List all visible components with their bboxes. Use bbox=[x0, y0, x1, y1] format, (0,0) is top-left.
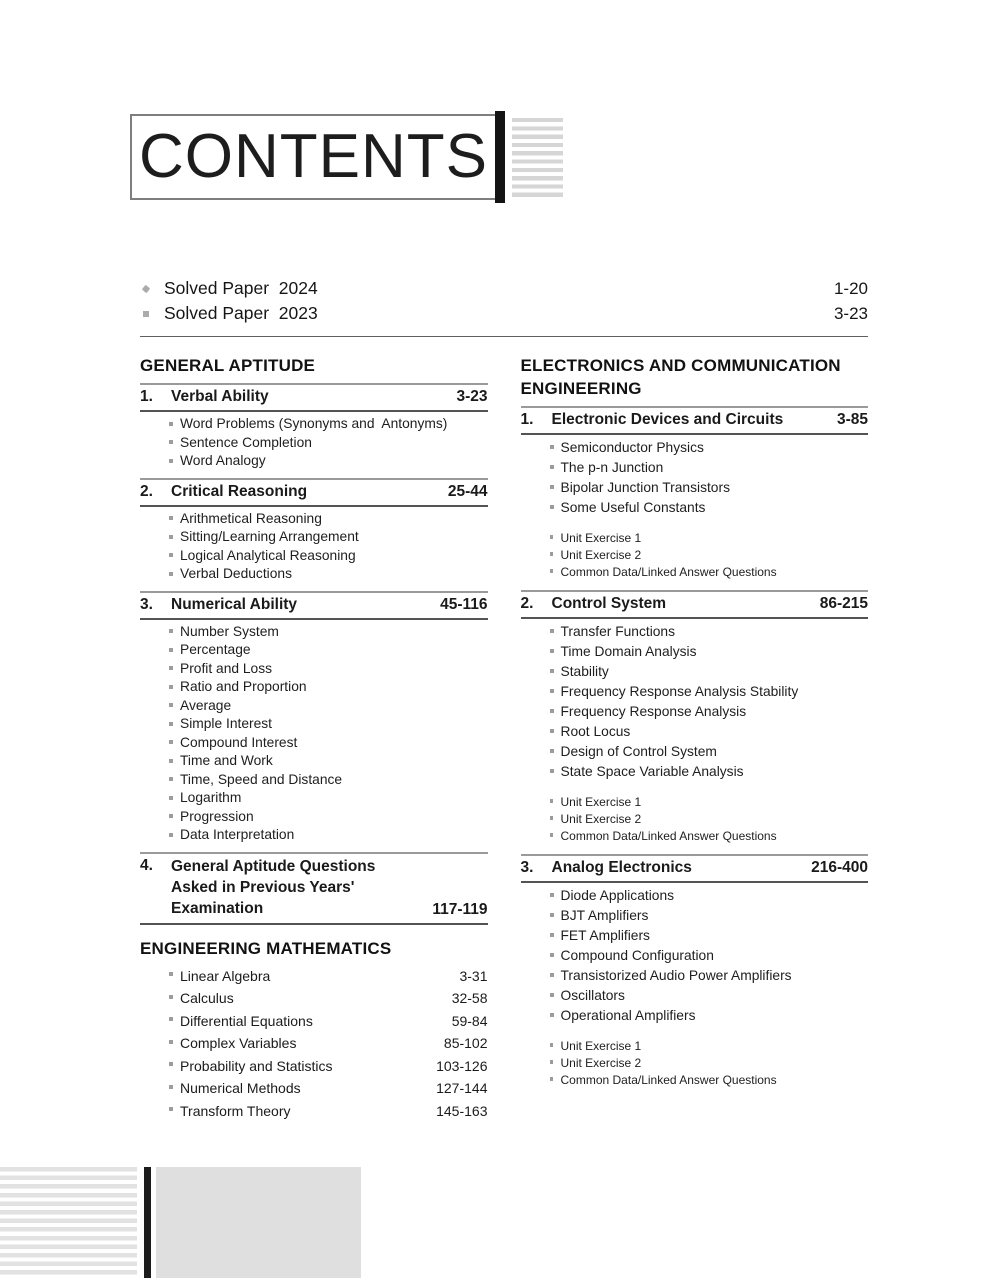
chapter-pages: 45-116 bbox=[440, 595, 488, 613]
topic-item: Average bbox=[180, 697, 488, 716]
topic-item: Sitting/Learning Arrangement bbox=[180, 528, 488, 547]
topic-item: Oscillators bbox=[561, 986, 869, 1006]
topic-item: Frequency Response Analysis Stability bbox=[561, 682, 869, 702]
topic-item: Design of Control System bbox=[561, 742, 869, 762]
topic-item: Word Problems (Synonyms and Antonyms) bbox=[180, 415, 488, 434]
chapter-title: Analog Electronics bbox=[551, 859, 692, 876]
exercise-item: Common Data/Linked Answer Questions bbox=[561, 564, 869, 581]
exercise-list bbox=[521, 527, 869, 590]
topic-item: BJT Amplifiers bbox=[561, 906, 869, 926]
topic-item: Semiconductor Physics bbox=[561, 438, 869, 458]
math-item-pages: 85-102 bbox=[443, 1035, 488, 1051]
math-item-pages: 103-126 bbox=[436, 1057, 488, 1074]
exercise-item: Unit Exercise 2 bbox=[561, 547, 869, 564]
title-stripes-decoration bbox=[512, 118, 563, 199]
topic-item: Transistorized Audio Power Amplifiers bbox=[561, 966, 869, 986]
exercise-item: Unit Exercise 1 bbox=[561, 794, 869, 811]
exercise-item: Unit Exercise 1 bbox=[561, 1038, 869, 1055]
chapter-title: Numerical Ability bbox=[171, 595, 298, 613]
math-item-row bbox=[140, 1077, 488, 1100]
chapter-number: 1. bbox=[140, 388, 153, 405]
bottom-rect-decoration bbox=[156, 1167, 361, 1278]
chapter-number: 2. bbox=[140, 482, 153, 500]
topic-list bbox=[140, 412, 488, 478]
math-item-row bbox=[140, 987, 488, 1010]
exercise-item: Common Data/Linked Answer Questions bbox=[561, 1072, 869, 1089]
topic-list bbox=[140, 507, 488, 591]
topic-list bbox=[521, 435, 869, 525]
chapter-number: 3. bbox=[140, 595, 153, 613]
math-item-pages: 127-144 bbox=[436, 1080, 488, 1096]
solved-paper-pages: 1-20 bbox=[833, 278, 868, 298]
math-item-pages: 3-31 bbox=[459, 967, 488, 984]
topic-item: Number System bbox=[180, 623, 488, 642]
title-accent-bar bbox=[495, 111, 505, 203]
topic-list bbox=[140, 620, 488, 852]
topic-item: Percentage bbox=[180, 641, 488, 660]
chapter-row bbox=[140, 383, 488, 412]
exercise-list bbox=[521, 791, 869, 854]
topic-item: Simple Interest bbox=[180, 715, 488, 734]
topic-item: Root Locus bbox=[561, 722, 869, 742]
topic-item: Arithmetical Reasoning bbox=[180, 510, 488, 529]
topic-item: Ratio and Proportion bbox=[180, 678, 488, 697]
exercise-item: Unit Exercise 2 bbox=[561, 1055, 869, 1072]
topic-item: Time, Speed and Distance bbox=[180, 771, 488, 790]
chapter-title: Control System bbox=[551, 595, 667, 612]
chapter-row bbox=[140, 478, 488, 507]
topic-item: Some Useful Constants bbox=[561, 498, 869, 518]
topic-item: Logical Analytical Reasoning bbox=[180, 547, 488, 566]
topic-item: Profit and Loss bbox=[180, 660, 488, 679]
section-heading: ELECTRONICS AND COMMUNICATION ENGINEERING bbox=[520, 356, 841, 398]
left-column bbox=[140, 354, 488, 1122]
solved-paper-row bbox=[140, 276, 868, 301]
chapter-pages: 25-44 bbox=[447, 482, 488, 500]
chapter-pages: 3-23 bbox=[456, 388, 488, 405]
solved-papers-list bbox=[140, 276, 868, 326]
topic-list bbox=[521, 619, 869, 789]
solved-paper-label: Solved Paper 2023 bbox=[164, 303, 318, 323]
toc-content bbox=[140, 276, 868, 1122]
bottom-bar-decoration bbox=[144, 1167, 151, 1278]
chapter-title: Verbal Ability bbox=[171, 388, 269, 405]
chapter-number: 4. bbox=[140, 856, 153, 874]
math-item-title: Complex Variables bbox=[180, 1035, 297, 1051]
exercise-item: Unit Exercise 1 bbox=[561, 530, 869, 547]
exercise-item: Common Data/Linked Answer Questions bbox=[561, 828, 869, 845]
chapter-pages: 216-400 bbox=[811, 859, 868, 876]
chapter-row bbox=[521, 854, 869, 883]
topic-list bbox=[521, 883, 869, 1033]
topic-item: Operational Amplifiers bbox=[561, 1006, 869, 1026]
chapter-number: 2. bbox=[520, 595, 534, 612]
page-title: CONTENTS bbox=[139, 122, 488, 191]
chapter-title: General Aptitude Questions Asked in Previous Years' Examination bbox=[171, 857, 376, 917]
math-item-row bbox=[140, 1100, 488, 1123]
section-divider bbox=[140, 336, 868, 337]
topic-item: Compound Configuration bbox=[561, 946, 869, 966]
topic-item: Compound Interest bbox=[180, 734, 488, 753]
bottom-stripes-decoration bbox=[0, 1167, 137, 1278]
math-item-row bbox=[140, 1055, 488, 1078]
topic-item: The p-n Junction bbox=[561, 458, 869, 478]
chapter-row bbox=[521, 406, 869, 435]
topic-item: Time Domain Analysis bbox=[561, 642, 869, 662]
bullet-icon bbox=[143, 311, 149, 317]
math-item-pages: 59-84 bbox=[451, 1012, 488, 1029]
topic-item: Bipolar Junction Transistors bbox=[561, 478, 869, 498]
exercise-list bbox=[521, 1035, 869, 1098]
math-item-pages: 145-163 bbox=[436, 1102, 488, 1119]
chapter-pages: 117-119 bbox=[432, 900, 488, 918]
math-item-row bbox=[140, 1032, 488, 1055]
topic-item: Stability bbox=[561, 662, 869, 682]
topic-item: Diode Applications bbox=[561, 886, 869, 906]
section-heading: ENGINEERING MATHEMATICS bbox=[140, 938, 392, 958]
math-item-pages: 32-58 bbox=[451, 990, 488, 1006]
solved-paper-row bbox=[140, 301, 868, 326]
right-column bbox=[521, 354, 869, 1098]
math-item-title: Numerical Methods bbox=[180, 1080, 301, 1096]
math-item-row bbox=[140, 965, 488, 988]
exercise-item: Unit Exercise 2 bbox=[561, 811, 869, 828]
topic-item: Time and Work bbox=[180, 752, 488, 771]
math-item-title: Transform Theory bbox=[180, 1102, 291, 1119]
topic-item: Logarithm bbox=[180, 789, 488, 808]
toc-columns bbox=[140, 354, 868, 1122]
bullet-icon bbox=[142, 284, 150, 292]
chapter-title: Electronic Devices and Circuits bbox=[551, 411, 784, 428]
topic-item: Word Analogy bbox=[180, 452, 488, 471]
solved-paper-label: Solved Paper 2024 bbox=[164, 278, 318, 298]
solved-paper-pages: 3-23 bbox=[833, 303, 868, 323]
topic-item: Sentence Completion bbox=[180, 434, 488, 453]
chapter-pages: 86-215 bbox=[819, 595, 868, 612]
section-heading: GENERAL APTITUDE bbox=[140, 356, 316, 375]
chapter-number: 1. bbox=[520, 411, 534, 428]
math-item-title: Calculus bbox=[180, 990, 234, 1006]
chapter-row bbox=[521, 590, 869, 619]
math-item-row bbox=[140, 1010, 488, 1033]
topic-item: Data Interpretation bbox=[180, 826, 488, 845]
chapter-number: 3. bbox=[520, 859, 534, 876]
chapter-title: Critical Reasoning bbox=[171, 482, 308, 500]
topic-item: Progression bbox=[180, 808, 488, 827]
math-item-title: Linear Algebra bbox=[180, 967, 271, 984]
math-item-title: Differential Equations bbox=[180, 1012, 313, 1029]
topic-item: Frequency Response Analysis bbox=[561, 702, 869, 722]
chapter-pages: 3-85 bbox=[836, 411, 868, 428]
contents-title-box bbox=[130, 114, 497, 200]
chapter-row bbox=[140, 852, 488, 925]
chapter-row bbox=[140, 591, 488, 620]
topic-item: Transfer Functions bbox=[561, 622, 869, 642]
topic-item: FET Amplifiers bbox=[561, 926, 869, 946]
topic-item: State Space Variable Analysis bbox=[561, 762, 869, 782]
math-item-title: Probability and Statistics bbox=[180, 1057, 333, 1074]
topic-item: Verbal Deductions bbox=[180, 565, 488, 584]
